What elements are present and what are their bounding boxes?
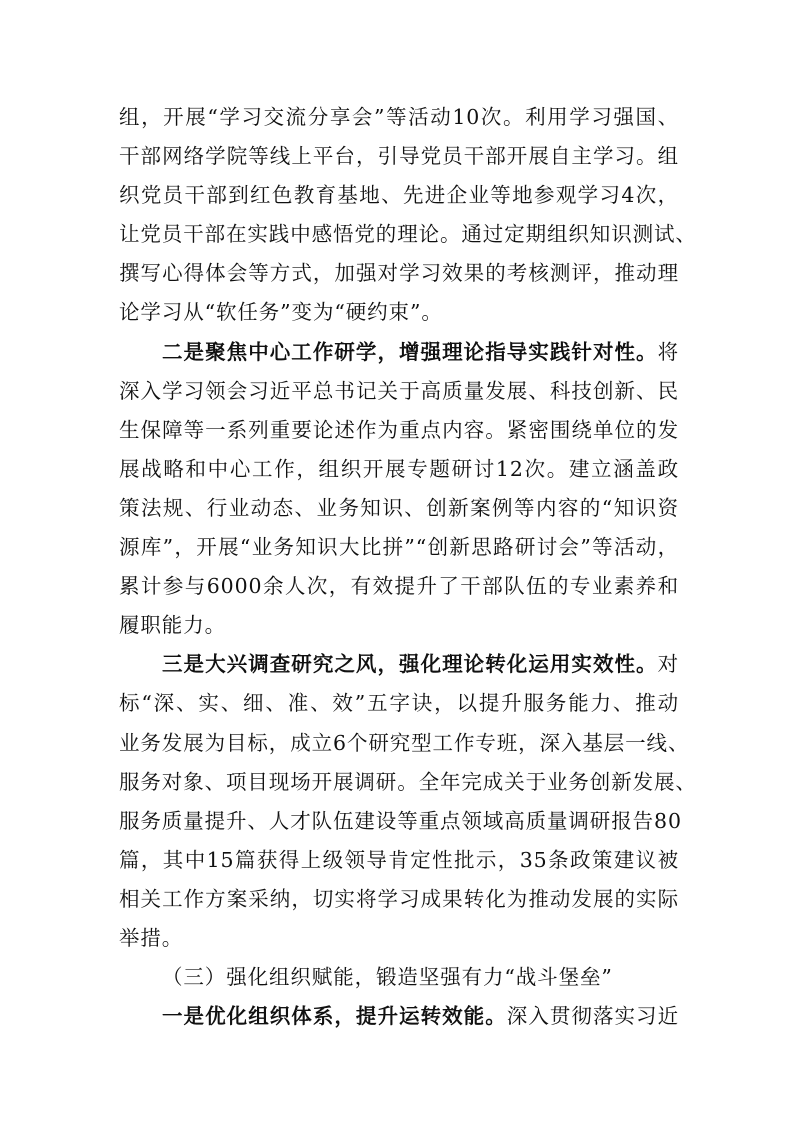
text-run: 将 bbox=[657, 339, 679, 364]
text-line: 服务对象、项目现场开展调研。全年完成关于业务创新发展、 bbox=[119, 769, 697, 794]
text-line: 标“深、实、细、准、效”五字诀，以提升服务能力、推动 bbox=[119, 691, 679, 716]
text-line: 论学习从“软任务”变为“硬约束”。 bbox=[119, 300, 443, 325]
bold-lead-in: 三是大兴调查研究之风，强化理论转化运用实效性。 bbox=[162, 652, 658, 677]
paragraph-heading-line bbox=[119, 645, 679, 684]
document-body bbox=[119, 98, 697, 1036]
section-heading: （三）强化组织赋能，锻造坚强有力“战斗堡垒” bbox=[162, 965, 613, 990]
text-line: 服务质量提升、人才队伍建设等重点领域高质量调研报告80 bbox=[119, 808, 682, 833]
paragraph-heading-line bbox=[119, 997, 679, 1036]
text-line: 织党员干部到红色教育基地、先进企业等地参观学习4次， bbox=[119, 183, 679, 208]
text-line: 举措。 bbox=[119, 925, 184, 950]
text-line: 生保障等一系列重要论述作为重点内容。紧密围绕单位的发 bbox=[119, 417, 679, 442]
text-line: 相关工作方案采纳，切实将学习成果转化为推动发展的实际 bbox=[119, 886, 679, 911]
text-line: 干部网络学院等线上平台，引导党员干部开展自主学习。组 bbox=[119, 144, 679, 169]
text-line: 源库”，开展“业务知识大比拼”“创新思路研讨会”等活动， bbox=[119, 535, 679, 560]
paragraph-heading-line bbox=[119, 333, 679, 372]
text-line: 展战略和中心工作，组织开展专题研讨12次。建立涵盖政 bbox=[119, 456, 679, 481]
text-line: 深入学习领会习近平总书记关于高质量发展、科技创新、民 bbox=[119, 378, 679, 403]
text-line: 策法规、行业动态、业务知识、创新案例等内容的“知识资 bbox=[119, 495, 679, 520]
text-run: 对 bbox=[657, 652, 679, 677]
bold-lead-in: 二是聚焦中心工作研学，增强理论指导实践针对性。 bbox=[162, 339, 658, 364]
text-line: 业务发展为目标，成立6个研究型工作专班，深入基层一线、 bbox=[119, 730, 690, 755]
text-line: 组，开展“学习交流分享会”等活动10次。利用学习强国、 bbox=[119, 105, 679, 129]
text-run: 深入贯彻落实习近 bbox=[506, 1004, 679, 1029]
text-line: 让党员干部在实践中感悟党的理论。通过定期组织知识测试、 bbox=[119, 222, 697, 247]
bold-lead-in: 一是优化组织体系，提升运转效能。 bbox=[162, 1004, 507, 1029]
text-line: 撰写心得体会等方式，加强对学习效果的考核测评，推动理 bbox=[119, 261, 679, 286]
text-line: 篇，其中15篇获得上级领导肯定性批示，35条政策建议被 bbox=[119, 847, 679, 872]
text-line: 累计参与6000余人次，有效提升了干部队伍的专业素养和 bbox=[119, 574, 679, 599]
text-line: 履职能力。 bbox=[119, 613, 226, 638]
